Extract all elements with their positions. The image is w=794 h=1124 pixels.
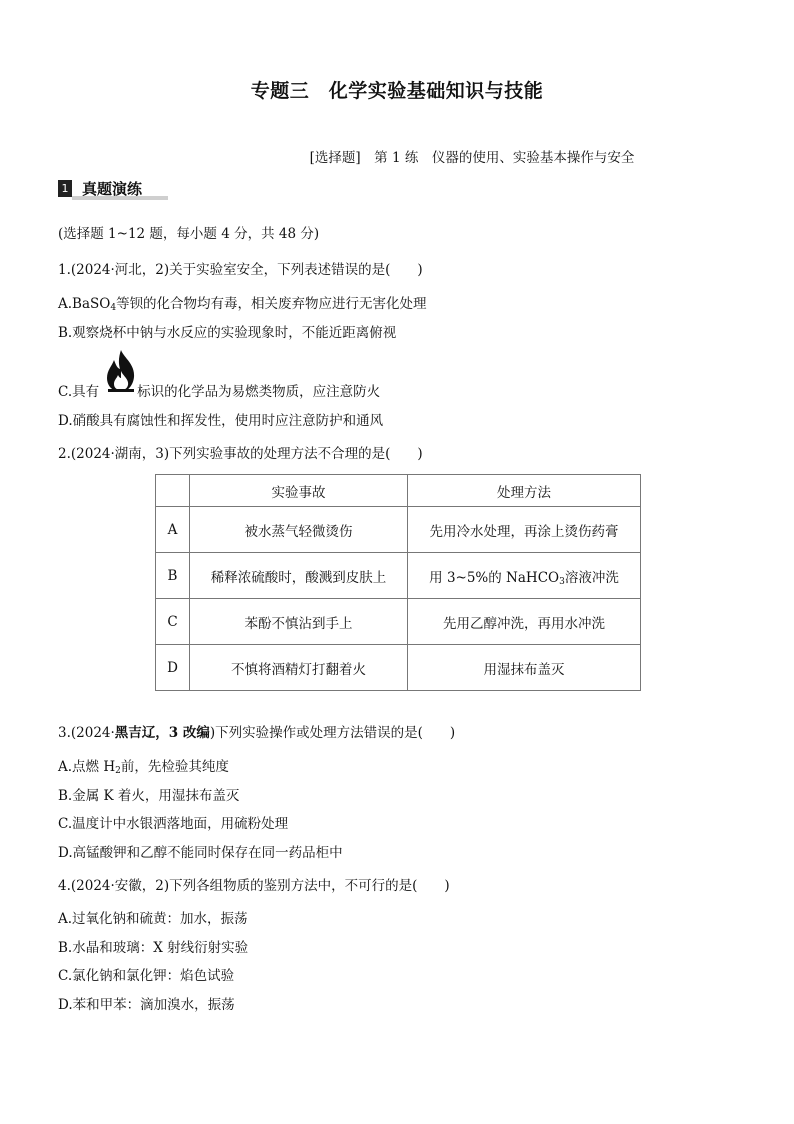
question-1-option-c: C.具有 标识的化学品为易燃类物质，应注意防火 [58,384,381,400]
page-title: 专题三 化学实验基础知识与技能 [250,80,544,102]
table-row [156,599,641,645]
row-label: D [156,645,190,691]
section-banner [58,176,168,202]
banner-number: 1 [58,180,72,197]
table-header-accident: 实验事故 [190,475,408,507]
flame-icon [104,349,138,393]
question-3-option-c: C.温度计中水银洒落地面，用硫粉处理 [58,816,289,832]
row-accident: 稀释浓硫酸时，酸溅到皮肤上 [190,553,408,599]
row-method: 先用冷水处理，再涂上烫伤药膏 [408,507,641,553]
table-row [156,553,641,599]
question-4-option-c: C.氯化钠和氯化钾：焰色试验 [58,968,235,984]
question-4-option-a: A.过氧化钠和硫黄：加水，振荡 [58,911,248,927]
question-1-stem: 1.(2024·河北，2)关于实验室安全，下列表述错误的是( ) [58,262,423,278]
question-1-option-b: B.观察烧杯中钠与水反应的实验现象时，不能近距离俯视 [58,325,397,341]
question-4-option-d: D.苯和甲苯：滴加溴水，振荡 [58,997,235,1013]
question-4-stem: 4.(2024·安徽，2)下列各组物质的鉴别方法中，不可行的是( ) [58,878,450,894]
question-3-stem: 3.(2024·黑吉辽，3 改编)下列实验操作或处理方法错误的是( ) [58,725,456,741]
row-method: 用 3~5%的 NaHCO$_3$溶液冲洗 [408,553,641,599]
row-method: 先用乙醇冲洗，再用水冲洗 [408,599,641,645]
question-3-option-d: D.高锰酸钾和乙醇不能同时保存在同一药品柜中 [58,845,343,861]
table-row [156,507,641,553]
question-3-option-a: A.点燃 $H_2$前，先检验其纯度 [58,759,229,776]
row-accident: 不慎将酒精灯打翻着火 [190,645,408,691]
accident-table [155,474,641,691]
intro-text: (选择题 1~12 题，每小题 4 分，共 48 分) [58,226,320,242]
row-method: 用湿抹布盖灭 [408,645,641,691]
question-1-option-d: D.硝酸具有腐蚀性和挥发性，使用时应注意防护和通风 [58,413,384,429]
question-1-option-a: A.BaSO$_4$等钡的化合物均有毒，相关废弃物应进行无害化处理 [58,296,427,313]
row-label: C [156,599,190,645]
question-2-stem: 2.(2024·湖南，3)下列实验事故的处理方法不合理的是( ) [58,446,423,462]
row-accident: 被水蒸气轻微烫伤 [190,507,408,553]
banner-label: 真题演练 [82,180,143,198]
row-label: B [156,553,190,599]
section-subtitle: [选择题] 第 1 练 仪器的使用、实验基本操作与安全 [309,150,635,166]
row-label: A [156,507,190,553]
question-3-option-b: B.金属 K 着火，用湿抹布盖灭 [58,788,240,804]
table-header-row [156,475,641,507]
table-header-method: 处理方法 [408,475,641,507]
row-accident: 苯酚不慎沾到手上 [190,599,408,645]
question-4-option-b: B.水晶和玻璃：X 射线衍射实验 [58,940,249,956]
table-row [156,645,641,691]
table-header-blank [156,475,190,507]
